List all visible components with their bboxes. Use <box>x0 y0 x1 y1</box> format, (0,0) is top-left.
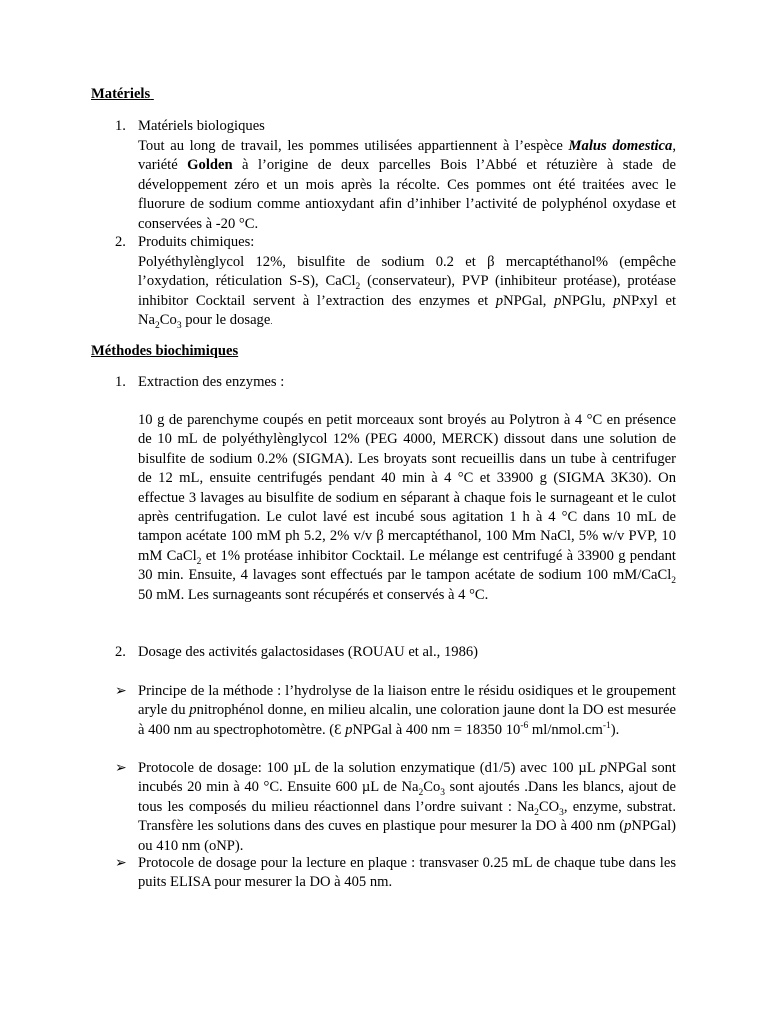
list-number-2: 2. <box>115 234 126 250</box>
arrow-bullet-icon: ➢ <box>115 684 127 699</box>
variety-name: Golden <box>187 157 233 174</box>
species-name: Malus domestica <box>568 138 673 154</box>
section-heading-materiels: Matériels <box>91 86 151 102</box>
item-title-dosage: Dosage des activités galactosidases (ROUAU et al., 1986) <box>138 644 479 660</box>
paragraph-protocole-plaque: Protocole de dosage pour la lecture en plaque : transvaser 0.25 mL de chaque tube dans les puits ELISA pour mesurer la DO à 405 nm. <box>138 855 676 891</box>
item-title-extraction: Extraction des enzymes : <box>138 374 285 390</box>
paragraph-principe: Principe de la méthode : l’hydrolyse de la liaison entre le résidu osidiques et le groupement aryle du pnitrophénol donne, en milieu alcalin, une coloration jaune dont la DO est mesurée à 400 nm au spectrophotomètre. (Ɛ pNPGal à 400 nm = 18350 $10^{-6}$ $ml/nmol.cm^{-1}$). <box>138 683 676 738</box>
list-number-methodes-2: 2. <box>115 644 126 660</box>
paragraph-produits-chimiques: Polyéthylènglycol 12%, bisulfite de sodium 0.2 et β mercaptéthanol% (empêche l’oxydation, réticulation S-S), CaCl$_2$ (conservateur), PVP (inhibiteur protéase), protéase inhibitor Cocktail servent à l’extraction des enzymes et pNPGal, pNPGlu, pNPxyl et $Na_2Co_3$ pour le dosage. <box>138 254 677 332</box>
arrow-bullet-icon: ➢ <box>115 856 127 871</box>
item-title-produits-chimiques: Produits chimiques: <box>138 234 255 250</box>
list-number-methodes-1: 1. <box>115 374 126 390</box>
arrow-bullet-icon: ➢ <box>115 761 127 776</box>
list-number-1: 1. <box>115 118 126 134</box>
item-title-materiels-biologiques: Matériels biologiques <box>138 118 265 134</box>
paragraph-extraction: 10 g de parenchyme coupés en petit morceaux sont broyés au Polytron à 4 °C en présence de 10 mL de polyéthylènglycol 12% (PEG 4000, MERCK) dissout dans une solution de bisulfite de sodium 0.2% (SIGMA). Les broyats sont recueillis dans un tube à centrifuger de 12 mL, ensuite centrifugés pendant 40 min à 4 °C et 33900 g (SIGMA 3K30). On effectue 3 lavages au bisulfite de sodium en séparant à chaque fois le surnageant et le culot après centrifugation. Le culot lavé est incubé sous agitation 1 h à 4 °C dans 10 mL de tampon acétate 100 mM ph 5.2, 2% v/v β mercaptéthanol, 100 Mm NaCl, 5% w/v PVP, 10 mM CaCl$_2$ et 1% protéase inhibitor Cocktail. Le mélange est centrifugé à 33900 g pendant 30 min. Ensuite, 4 lavages sont effectués par le tampon acétate de sodium 100 mM/CaCl$_2$ 50 mM. Les surnageants sont récupérés et conservés à 4 °C. <box>138 412 676 603</box>
paragraph-materiels-biologiques: Tout au long de travail, les pommes utilisées appartiennent à l’espèce Malus domestica, variété Golden à l’origine de deux parcelles Bois l’Abbé et rétuzière à stade de développement zéro et un mois après la récolte. Ces pommes ont été traitées avec le fluorure de sodium comme antioxydant afin d’inhiber l’activité de polyphénol oxydase et conservées à -20 °C. <box>138 138 676 232</box>
section-heading-methodes: Méthodes biochimiques <box>91 343 239 359</box>
paragraph-protocole-dosage: Protocole de dosage: 100 µL de la solution enzymatique (d1/5) avec 100 µL pNPGal sont incubés 20 min à 40 °C. Ensuite 600 µL de $Na_2Co_3$ sont ajoutés .Dans les blancs, ajout de tous les composés du milieu réactionnel dans l’ordre suivant : $Na_2CO_3$, enzyme, substrat. Transfère les solutions dans des cuves en plastique pour mesurer la DO à 400 nm (pNPGal) ou 410 nm (oNP). <box>138 760 676 854</box>
